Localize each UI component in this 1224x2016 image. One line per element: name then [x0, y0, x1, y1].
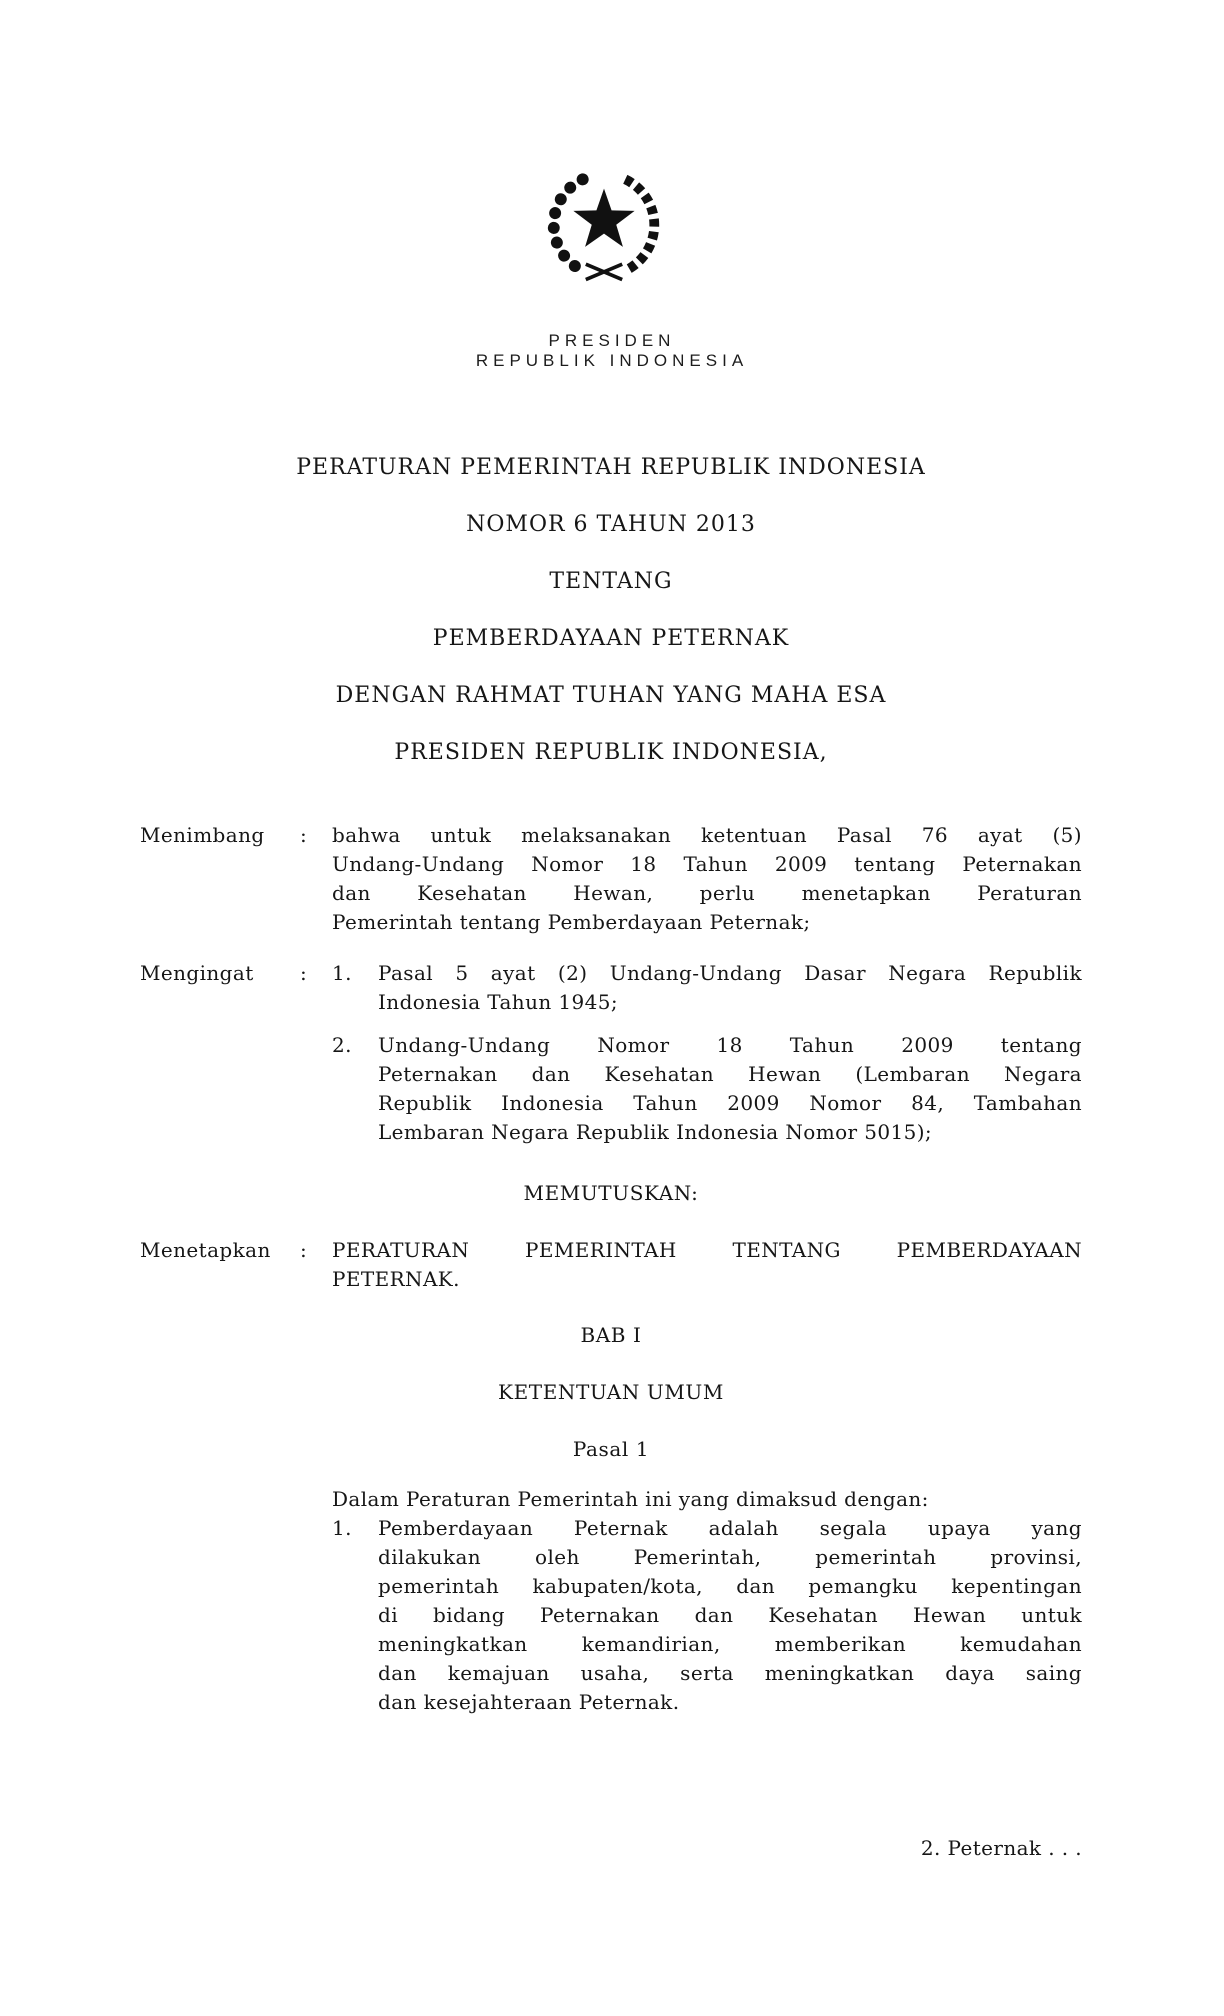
mengingat-colon: :	[300, 961, 308, 985]
chapter-title: KETENTUAN UMUM	[498, 1380, 724, 1404]
text-line: Pemerintah tentang Pemberdayaan Peternak;	[332, 910, 811, 934]
item-text	[378, 1514, 1082, 1717]
text-line: Indonesia Tahun 1945;	[378, 990, 619, 1014]
mengingat-label: Mengingat	[140, 961, 254, 985]
document-body	[0, 455, 1224, 1863]
item-text	[378, 1031, 1082, 1147]
text-line: dilakukan oleh Pemerintah, pemerintah provinsi,	[378, 1545, 1082, 1569]
menetapkan-text	[332, 1236, 1082, 1294]
title-block	[140, 455, 1082, 766]
letterhead	[0, 155, 1224, 371]
text-line: Lembaran Negara Republik Indonesia Nomor 5015);	[378, 1120, 933, 1144]
letterhead-line-republik-indonesia: REPUBLIK INDONESIA	[475, 351, 749, 370]
menimbang-clause	[140, 821, 1082, 937]
catchword: 2. Peternak . . .	[920, 1836, 1082, 1860]
text-line: di bidang Peternakan dan Kesehatan Hewan untuk	[378, 1603, 1082, 1627]
text-line: Pemberdayaan Peternak adalah segala upaya yang	[378, 1516, 1082, 1540]
menetapkan-label: Menetapkan	[140, 1238, 271, 1262]
mengingat-items	[332, 959, 1082, 1147]
text-line: Undang-Undang Nomor 18 Tahun 2009 tentang Peternakan	[332, 852, 1082, 876]
memutuskan-heading: MEMUTUSKAN:	[523, 1181, 699, 1205]
text-line: PERATURAN PEMERINTAH TENTANG PEMBERDAYAAN	[332, 1238, 1082, 1262]
presidential-emblem-icon	[530, 155, 678, 295]
text-line: dan kemajuan usaha, serta meningkatkan daya saing	[378, 1661, 1082, 1685]
regulation-number: NOMOR 6 TAHUN 2013	[466, 512, 756, 537]
text-line: PETERNAK.	[332, 1267, 460, 1291]
pasal1-item-1	[332, 1514, 1082, 1717]
item-text	[378, 959, 1082, 1017]
item-number: 1.	[332, 1516, 352, 1540]
letterhead-text	[0, 331, 1224, 371]
text-line: pemerintah kabupaten/kota, dan pemangku kepentingan	[378, 1574, 1082, 1598]
authority-line: PRESIDEN REPUBLIK INDONESIA,	[394, 740, 828, 765]
bab1-headings	[140, 1321, 1082, 1464]
invocation-line: DENGAN RAHMAT TUHAN YANG MAHA ESA	[335, 683, 887, 708]
text-line: dan Kesehatan Hewan, perlu menetapkan Peraturan	[332, 881, 1082, 905]
chapter-heading: BAB I	[580, 1323, 642, 1347]
mengingat-clause	[140, 959, 1082, 1147]
text-line: Republik Indonesia Tahun 2009 Nomor 84, Tambahan	[378, 1091, 1082, 1115]
text-line: dan kesejahteraan Peternak.	[378, 1690, 680, 1714]
menimbang-text	[332, 821, 1082, 937]
text-line: meningkatkan kemandirian, memberikan kemudahan	[378, 1632, 1082, 1656]
text-line: Undang-Undang Nomor 18 Tahun 2009 tentang	[378, 1033, 1082, 1057]
regulation-title: PERATURAN PEMERINTAH REPUBLIK INDONESIA	[296, 455, 926, 480]
item-number: 2.	[332, 1033, 352, 1057]
article-heading: Pasal 1	[572, 1437, 650, 1461]
pasal1-body	[332, 1485, 1082, 1717]
text-line: Peternakan dan Kesehatan Hewan (Lembaran Negara	[378, 1062, 1082, 1086]
mengingat-item-1	[332, 959, 1082, 1017]
tentang-heading: TENTANG	[549, 569, 673, 594]
text-line: bahwa untuk melaksanakan ketentuan Pasal 76 ayat (5)	[332, 823, 1082, 847]
pasal1-intro: Dalam Peraturan Pemerintah ini yang dimaksud dengan:	[332, 1487, 929, 1511]
menetapkan-clause	[140, 1236, 1082, 1294]
text-line: Pasal 5 ayat (2) Undang-Undang Dasar Negara Republik	[378, 961, 1082, 985]
item-number: 1.	[332, 961, 352, 985]
letterhead-line-presiden: PRESIDEN	[548, 331, 676, 350]
menimbang-label: Menimbang	[140, 823, 265, 847]
menetapkan-colon: :	[300, 1238, 308, 1262]
mengingat-item-2	[332, 1031, 1082, 1147]
menimbang-colon: :	[300, 823, 308, 847]
regulation-subject: PEMBERDAYAAN PETERNAK	[432, 626, 790, 651]
